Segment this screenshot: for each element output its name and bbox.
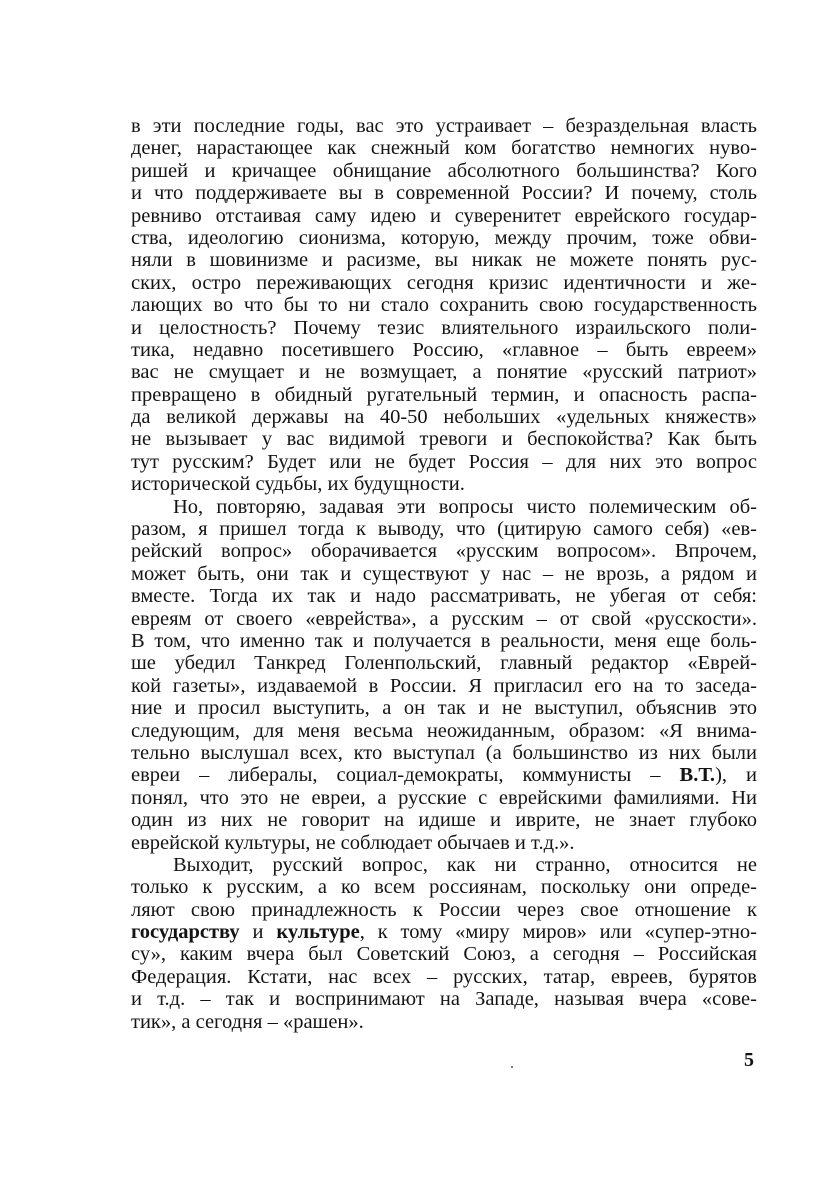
text-line: ревниво отстаивая саму идею и суверенитет еврейского государ- [131, 204, 757, 227]
text-line: разом, я пришел тогда к выводу, что (цитирую самого себя) «ев- [131, 518, 757, 541]
text-line: няли в шовинизме и расизме, вы никак не можете понять рус- [131, 249, 757, 272]
emphasis-culture: культуре [276, 921, 360, 944]
text-line: ше убедил Танкред Голенпольский, главный редактор «Еврей- [131, 652, 757, 675]
text-line: да великой державы на 40-50 небольших «удельных княжеств» [131, 406, 757, 429]
text-line: может быть, они так и существуют у нас – не врозь, а рядом и [131, 562, 757, 585]
text-line: вместе. Тогда их так и надо рассматривать, не убегая от себя: [131, 585, 757, 608]
paragraph-1 [131, 115, 757, 496]
text-line: ние и просил выступить, а он так и не выступил, объяснив это [131, 697, 757, 720]
text-line: в эти последние годы, вас это устраивает – безраздельная власть [131, 115, 757, 137]
text-line: ришей и кричащее обнищание абсолютного большинства? Кого [131, 159, 757, 182]
text-line: Выходит, русский вопрос, как ни странно, относится не [173, 853, 757, 876]
text-line: тика, недавно посетившего Россию, «главное – быть евреем» [131, 338, 757, 361]
text-line: превращено в обидный ругательный термин, и опасность распа- [131, 383, 757, 406]
text-segment: и [239, 921, 277, 944]
text-line: не вызывает у вас видимой тревоги и беспокойства? Как быть [131, 428, 757, 451]
text-line: ляют свою принадлежность к России через свое отношение к [131, 898, 757, 921]
author-initials: В.Т. [679, 764, 716, 787]
text-line [131, 764, 757, 786]
text-line [131, 921, 757, 943]
text-line: В том, что именно так и получается в реальности, меня еще боль- [131, 629, 757, 652]
page-number: 5 [744, 1049, 754, 1071]
body-text [131, 115, 757, 1033]
text-line: тельно выслушал всех, кто выступал (а большинство из них были [131, 741, 757, 764]
text-line: ства, идеологию сионизма, которую, между прочим, тоже обви- [131, 226, 757, 249]
emphasis-state: государству [131, 921, 240, 944]
text-line: Федерация. Кстати, нас всех – русских, татар, евреев, бурятов [131, 965, 757, 988]
text-line: денег, нарастающее как снежный ком богатство немногих нуво- [131, 137, 757, 160]
text-line: Но, повторяю, задавая эти вопросы чисто полемическим об- [173, 495, 757, 518]
text-line: ских, остро переживающих сегодня кризис идентичности и же- [131, 271, 757, 294]
text-line: су», каким вчера был Советский Союз, а сегодня – Российская [131, 943, 757, 966]
text-line: еврейской культуры, не соблюдает обычаев и т.д.». [131, 831, 575, 854]
text-segment: , к тому «миру миров» или «супер-этно- [359, 921, 757, 944]
text-line: понял, что это не евреи, а русские с еврейскими фамилиями. Ни [131, 786, 757, 809]
text-line: тик», а сегодня – «рашен». [131, 1010, 364, 1033]
text-segment: ), и [715, 764, 757, 787]
text-line: и т.д. – так и воспринимают на Западе, называя вчера «сове- [131, 988, 757, 1011]
text-line: следующим, для меня весьма неожиданным, образом: «Я внима- [131, 719, 757, 742]
text-line: один из них не говорит на идише и иврите, не знает глубоко [131, 809, 757, 832]
text-line: лающих во что бы то ни стало сохранить свою государственность [131, 294, 757, 317]
text-line: только к русским, а ко всем россиянам, поскольку они опреде- [131, 876, 757, 899]
text-line: и целостность? Почему тезис влиятельного израильского поли- [131, 316, 757, 339]
paragraph-2 [131, 496, 757, 854]
print-speck [511, 1066, 513, 1068]
text-line: и что поддерживаете вы в современной России? И почему, столь [131, 182, 757, 205]
text-line: евреям от своего «еврейства», а русским – от свой «русскости». [131, 607, 757, 630]
paragraph-3 [131, 854, 757, 1033]
text-line: вас не смущает и не возмущает, а понятие «русский патриот» [131, 361, 757, 384]
text-line: рейский вопрос» оборачивается «русским вопросом». Впрочем, [131, 540, 757, 563]
text-segment: евреи – либералы, социал-демократы, коммунисты – [131, 764, 680, 787]
text-line: кой газеты», издаваемой в России. Я пригласил его на то заседа- [131, 674, 757, 697]
text-line: исторической судьбы, их будущности. [131, 473, 465, 496]
text-line: тут русским? Будет или не будет Россия – для них это вопрос [131, 450, 757, 473]
